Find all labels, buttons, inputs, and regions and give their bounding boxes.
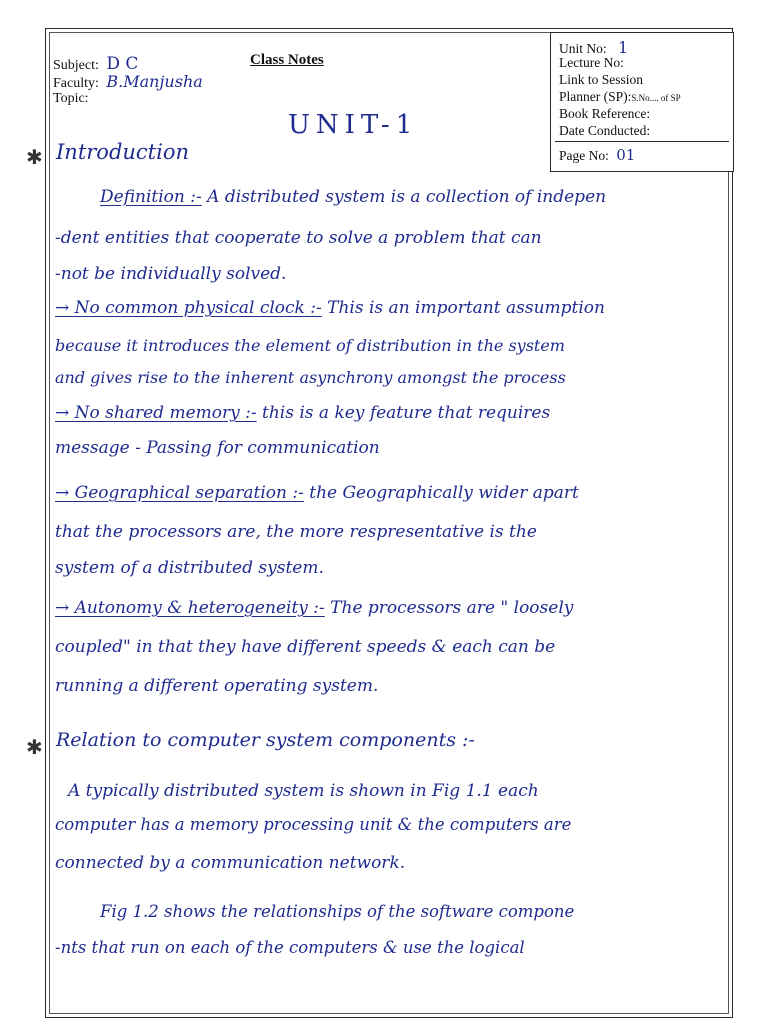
line-text: connected by a communication network.: [55, 853, 406, 873]
body-line: [55, 438, 380, 458]
line-text: coupled" in that they have different speeds & each can be: [55, 637, 556, 657]
line-text: running a different operating system.: [55, 676, 379, 696]
body-line: [55, 522, 537, 542]
line-text: Fig 1.2 shows the relationships of the software compone: [100, 902, 575, 921]
line-text: The processors are " loosely: [324, 598, 574, 618]
planner-label: Planner (SP):: [559, 89, 632, 104]
body-line: [55, 403, 550, 423]
body-line: [68, 781, 539, 801]
page-no-value: 01: [616, 146, 636, 164]
line-lead: → Autonomy & heterogeneity :-: [55, 598, 325, 618]
line-lead: → Geographical separation :-: [55, 483, 304, 503]
body-line: [55, 298, 605, 318]
line-text: system of a distributed system.: [55, 558, 324, 578]
bullet-star-icon: ✱: [26, 145, 43, 169]
link-to-session: Link to Session: [559, 72, 644, 87]
line-text: computer has a memory processing unit & the computers are: [55, 815, 572, 834]
line-text: A typically distributed system is shown in Fig 1.1 each: [68, 781, 539, 801]
page-no-row: [559, 146, 635, 164]
heading-introduction: Introduction: [56, 140, 189, 164]
body-line: [55, 336, 565, 355]
bullet-star-icon: ✱: [26, 735, 43, 759]
unit-title: UNIT-1: [288, 110, 419, 140]
line-text: the Geographically wider apart: [303, 483, 579, 503]
line-text: and gives rise to the inherent asynchrony amongst the process: [55, 368, 566, 387]
topic-label: Topic:: [53, 91, 89, 106]
planner-row: [559, 89, 681, 105]
body-line: [55, 637, 555, 657]
line-text: This is an important assumption: [321, 298, 605, 318]
unit-no-value: 1: [618, 38, 629, 57]
subject-label: Subject:: [53, 58, 99, 73]
line-text: because it introduces the element of distribution in the system: [55, 336, 565, 355]
line-text: message - Passing for communication: [55, 438, 380, 458]
body-line: [55, 853, 405, 873]
info-box-divider: [555, 141, 729, 142]
body-line: [55, 228, 542, 248]
book-reference: Book Reference:: [559, 106, 651, 121]
lecture-no: Lecture No:: [559, 55, 624, 70]
heading-relation: Relation to computer system components :-: [56, 729, 475, 751]
body-line: [100, 187, 606, 207]
date-conducted: Date Conducted:: [559, 123, 651, 138]
body-line: [55, 598, 573, 618]
body-line: [55, 676, 378, 696]
planner-small: S.No.... of SP: [631, 93, 681, 103]
line-text: that the processors are, the more respresentative is the: [55, 522, 537, 542]
info-box: [550, 32, 734, 172]
body-line: [55, 483, 579, 503]
body-line: [55, 938, 525, 957]
line-text: -dent entities that cooperate to solve a problem that can: [55, 228, 542, 248]
class-notes-title: Class Notes: [250, 52, 324, 68]
line-text: this is a key feature that requires: [256, 403, 551, 423]
line-lead: → No common physical clock :-: [55, 298, 322, 318]
page-no-label: Page No:: [559, 148, 609, 163]
faculty-value: B.Manjusha: [106, 72, 203, 91]
subject-value: D C: [106, 54, 139, 74]
line-text: -not be individually solved.: [55, 264, 287, 284]
faculty-label: Faculty:: [53, 76, 99, 91]
line-text: -nts that run on each of the computers & use the logical: [55, 938, 525, 957]
body-line: [100, 902, 574, 921]
line-lead: → No shared memory :-: [55, 403, 257, 423]
unit-no-label: Unit No:: [559, 41, 607, 56]
body-line: [55, 368, 566, 387]
body-line: [55, 815, 571, 834]
line-text: A distributed system is a collection of indepen: [201, 187, 607, 207]
body-line: [55, 558, 324, 578]
body-line: [55, 264, 286, 284]
line-lead: Definition :-: [100, 187, 202, 207]
